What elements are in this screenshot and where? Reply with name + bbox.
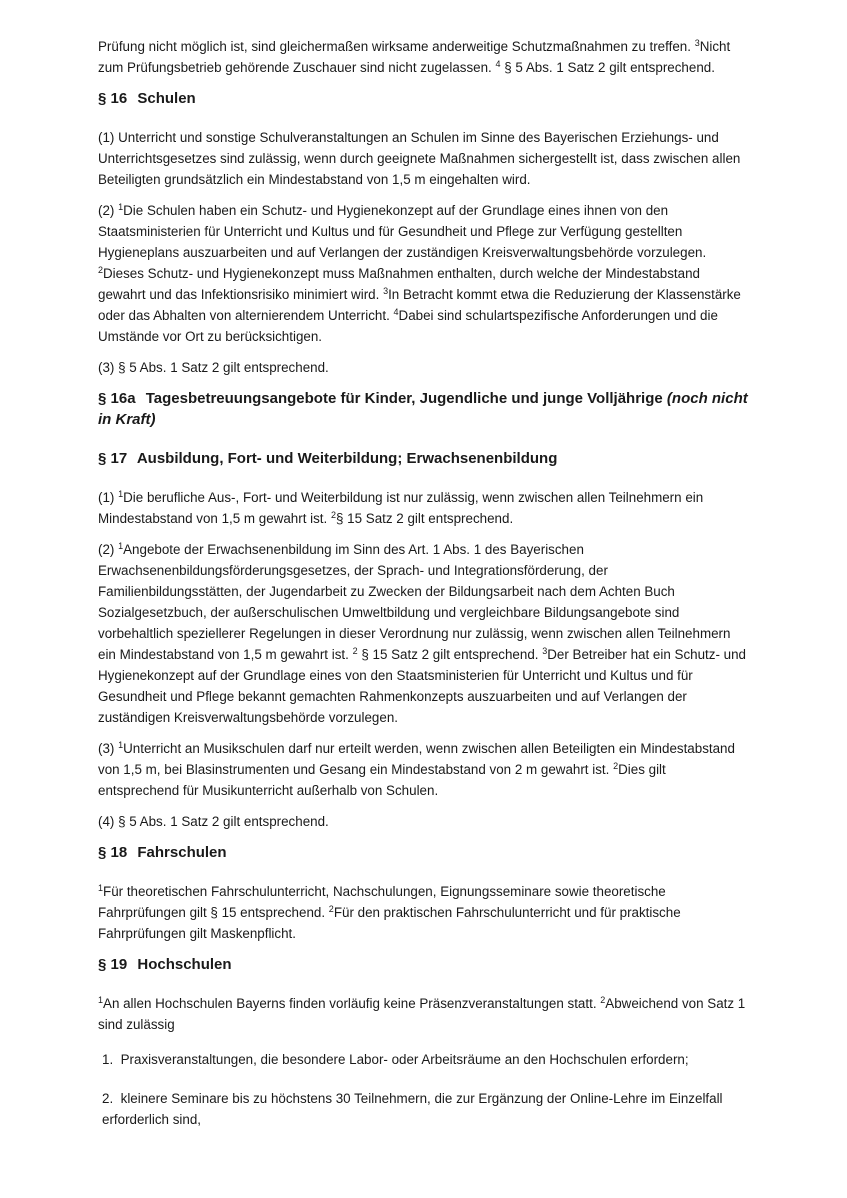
- section-19-heading: § 19 Hochschulen: [98, 956, 232, 973]
- section-17-heading: § 17 Ausbildung, Fort- und Weiterbildung; Erwachsenenbildung: [98, 450, 558, 467]
- section-17-paragraph-3: (3) $^1$Unterricht an Musikschulen darf nur erteilt werden, wenn zwischen allen Beteiligten ein Mindestabstand von 1,5 m, bei Blasinstrumenten und Gesang ein Mindestabstand von 2 m gewahrt ist. $^2$Dies gilt entsprechend für Musikunterricht außerhalb von Schulen.: [98, 740, 735, 798]
- document-page: [98, 36, 748, 1130]
- section-18-paragraph: $^1$Für theoretischen Fahrschulunterricht, Nachschulungen, Eignungsseminare sowie theoretische Fahrprüfungen gilt § 15 entsprechend. $^2$Für den praktischen Fahrschulunterricht und für praktische Fahrprüfungen gilt Maskenpflicht.: [98, 883, 681, 941]
- section-17-paragraph-4: (4) § 5 Abs. 1 Satz 2 gilt entsprechend.: [98, 814, 329, 829]
- section-16a-heading: § 16a Tagesbetreuungsangebote für Kinder, Jugendliche und junge Volljährige (noch nicht in Kraft): [98, 390, 748, 428]
- section-18-heading: § 18 Fahrschulen: [98, 844, 227, 861]
- section-16-paragraph-2: (2) $^1$Die Schulen haben ein Schutz- und Hygienekonzept auf der Grundlage eines ihnen von den Staatsministerien für Unterricht und Kultus und für Gesundheit und Pflege zur Verfügung gestellten Hygieneplans auszuarbeiten und auf Verlangen der zuständigen Kreisverwaltungsbehörde vorzulegen. $^2$Dieses Schutz- und Hygienekonzept muss Maßnahmen enthalten, durch welche der Mindestabstand gewahrt und das Infektionsrisiko minimiert wird. $^3$In Betracht kommt etwa die Reduzierung der Klassenstärke oder das Abhalten von alternierendem Unterricht. $^4$Dabei sind schulartspezifische Anforderungen und die Umstände vor Ort zu berücksichtigen.: [98, 202, 741, 344]
- list-item: 1. Praxisveranstaltungen, die besondere Labor- oder Arbeitsräume an den Hochschulen erfordern;: [102, 1052, 689, 1067]
- section-17-paragraph-2: (2) $^1$Angebote der Erwachsenenbildung im Sinn des Art. 1 Abs. 1 des Bayerischen Erwachsenenbildungsförderungsgesetzes, der Sprach- und Integrationsförderung, der Familienbildungsstätten, der Jugendarbeit zu Zwecken der Bildungsarbeit nach dem Achten Buch Sozialgesetzbuch, der außerschulischen Umweltbildung und vergleichbare Bildungsangebote sind vorbehaltlich speziellerer Regelungen in dieser Verordnung nur zulässig, wenn zwischen allen Teilnehmern ein Mindestabstand von 1,5 m gewahrt ist. $^2$ § 15 Satz 2 gilt entsprechend. $^3$Der Betreiber hat ein Schutz- und Hygienekonzept auf der Grundlage eines von den Staatsministerien für Unterricht und Kultus und für Gesundheit und Pflege bekannt gemachten Rahmenkonzepts auszuarbeiten und auf Verlangen der zuständigen Kreisverwaltungsbehörde vorzulegen.: [98, 541, 746, 725]
- section-16-paragraph-3: (3) § 5 Abs. 1 Satz 2 gilt entsprechend.: [98, 360, 329, 375]
- section-19-paragraph: $^1$An allen Hochschulen Bayerns finden vorläufig keine Präsenzveranstaltungen statt. $^2$Abweichend von Satz 1 sind zulässig: [98, 995, 746, 1032]
- intro-paragraph: Prüfung nicht möglich ist, sind gleichermaßen wirksame anderweitige Schutzmaßnahmen zu treffen. $^3$Nicht zum Prüfungsbetrieb gehörende Zuschauer sind nicht zugelassen. $^4$ § 5 Abs. 1 Satz 2 gilt entsprechend.: [98, 38, 731, 75]
- section-16-heading: § 16 Schulen: [98, 90, 196, 107]
- section-16-paragraph-1: (1) Unterricht und sonstige Schulveranstaltungen an Schulen im Sinne des Bayerischen Erziehungs- und Unterrichtsgesetzes sind zulässig, wenn durch geeignete Maßnahmen sichergestellt ist, dass zwischen allen Beteiligten grundsätzlich ein Mindestabstand von 1,5 m eingehalten wird.: [98, 130, 741, 187]
- section-17-paragraph-1: (1) $^1$Die berufliche Aus-, Fort- und Weiterbildung ist nur zulässig, wenn zwischen allen Teilnehmern ein Mindestabstand von 1,5 m gewahrt ist. $^2$§ 15 Satz 2 gilt entsprechend.: [98, 489, 704, 526]
- list-item: 2. kleinere Seminare bis zu höchstens 30 Teilnehmern, die zur Ergänzung der Online-Lehre im Einzelfall erforderlich sind,: [102, 1091, 723, 1127]
